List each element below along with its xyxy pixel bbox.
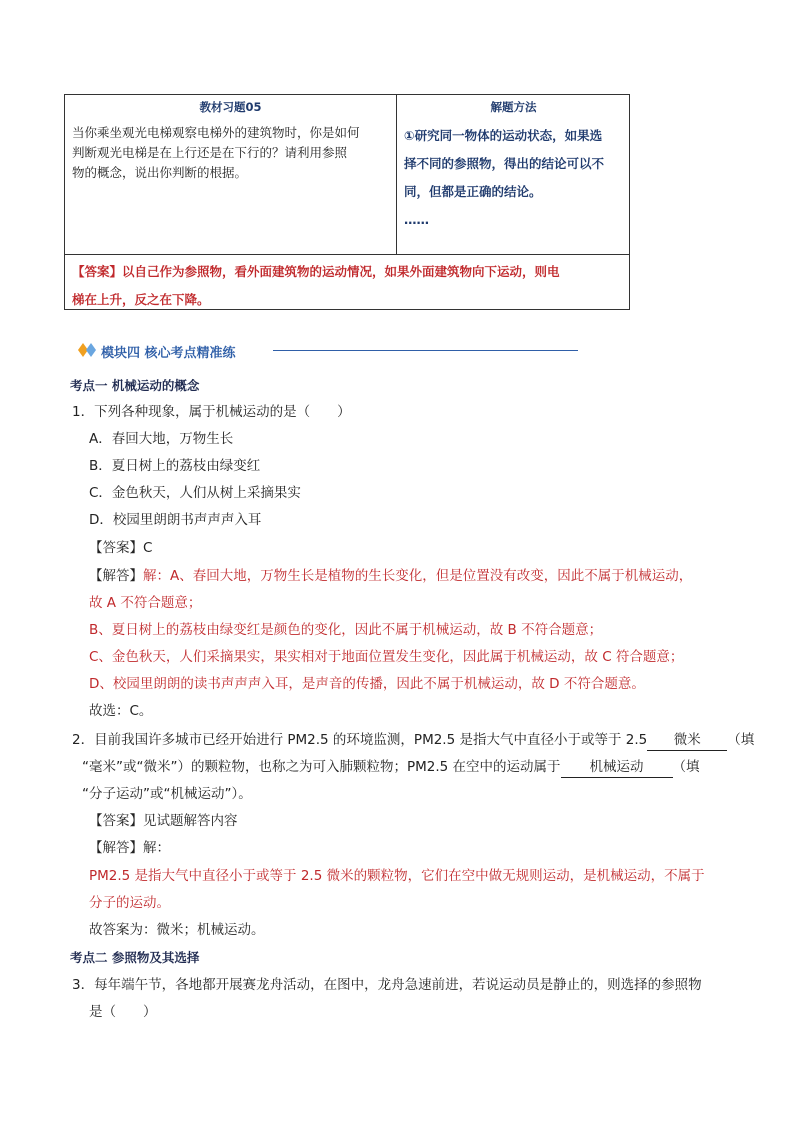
question-stem-line — [72, 730, 754, 751]
option-b: B．夏日树上的荔枝由绿变红 — [89, 458, 261, 474]
answer-line: 【答案】以自己作为参照物，看外面建筑物的运动情况，如果外面建筑物向下运动，则电 — [72, 264, 560, 279]
table-divider-vertical — [396, 95, 397, 254]
analysis-line: PM2.5 是指大气中直径小于或等于 2.5 微米的颗粒物，它们在空中做无规则运动，是机械运动，不属于 — [89, 868, 705, 884]
analysis-line — [89, 838, 170, 858]
table-divider-horizontal — [65, 254, 629, 255]
analysis-line: 故 A 不符合题意； — [89, 595, 202, 611]
analysis-label: 【解答】 — [89, 840, 143, 856]
conclusion: 故选：C。 — [89, 703, 153, 719]
method-line: 同，但都是正确的结论。 — [404, 184, 542, 199]
option-d: D．校园里朗朗书声声声入耳 — [89, 512, 262, 528]
option-a: A．春回大地，万物生长 — [89, 431, 234, 447]
exercise-answer — [72, 258, 624, 314]
analysis-text: 解：A、春回大地，万物生长是植物的生长变化，但是位置没有改变，因此不属于机械运动， — [143, 568, 693, 584]
answer-label: 【答案】见试题解答内容 — [89, 813, 238, 829]
stem-text: “毫米”或“微米”）的颗粒物，也称之为可入肺颗粒物；PM2.5 在空中的运动属于 — [82, 759, 561, 775]
conclusion: 故答案为：微米；机械运动。 — [89, 922, 265, 938]
question-stem-line: 3．每年端午节，各地都开展赛龙舟活动，在图中，龙舟急速前进，若说运动员是静止的，则选择的参照物 — [72, 977, 702, 993]
exercise-title: 教材习题05 — [199, 100, 262, 114]
question-line: 当你乘坐观光电梯观察电梯外的建筑物时，你是如何 — [72, 125, 360, 140]
stem-text: （填 — [727, 732, 755, 748]
question-stem-line: 是（ ） — [89, 1004, 157, 1020]
analysis-line — [89, 566, 692, 586]
exercise-table — [64, 94, 630, 310]
question-stem: 1．下列各种现象，属于机械运动的是（ ） — [72, 404, 351, 420]
question-line: 物的概念，说出你判断的根据。 — [72, 165, 248, 180]
double-diamond-icon — [78, 343, 98, 357]
analysis-text: 解： — [143, 840, 170, 856]
question-line: 判断观光电梯是在上行还是在下行的？请利用参照 — [72, 145, 348, 160]
module-divider — [273, 350, 578, 351]
analysis-line: C、金色秋天，人们采摘果实，果实相对于地面位置发生变化，因此属于机械运动，故 C 符合题意； — [89, 649, 684, 665]
analysis-label: 【解答】 — [89, 568, 143, 584]
analysis-line: 分子的运动。 — [89, 895, 170, 911]
method-line: …… — [404, 212, 429, 227]
stem-text: 2．目前我国许多城市已经开始进行 PM2.5 的环境监测，PM2.5 是指大气中直径小于或等于 2.5 — [72, 732, 648, 748]
analysis-line: B、夏日树上的荔枝由绿变红是颜色的变化，因此不属于机械运动，故 B 不符合题意； — [89, 622, 603, 638]
option-c: C．金色秋天，人们从树上采摘果实 — [89, 485, 301, 501]
fill-blank: 机械运动 — [561, 757, 673, 778]
stem-text: （填 — [672, 759, 700, 775]
method-line: ①研究同一物体的运动状态，如果选 — [404, 128, 603, 143]
question-stem-line: “分子运动”或“机械运动”）。 — [82, 786, 252, 802]
question-stem-line — [82, 757, 700, 778]
answer-line: 梯在上升，反之在下降。 — [72, 292, 210, 307]
keypoint-title: 考点一 机械运动的概念 — [70, 378, 200, 393]
module-title: 模块四 核心考点精准练 — [101, 346, 236, 361]
method-title: 解题方法 — [490, 100, 537, 114]
method-line: 择不同的参照物，得出的结论可以不 — [404, 156, 605, 171]
answer-label: 【答案】C — [89, 540, 153, 556]
method-text — [404, 122, 626, 234]
fill-blank: 微米 — [647, 730, 727, 751]
analysis-line: D、校园里朗朗的读书声声声入耳，是声音的传播，因此不属于机械运动，故 D 不符合题意。 — [89, 676, 645, 692]
keypoint-title: 考点二 参照物及其选择 — [70, 950, 200, 965]
exercise-question — [72, 123, 392, 183]
